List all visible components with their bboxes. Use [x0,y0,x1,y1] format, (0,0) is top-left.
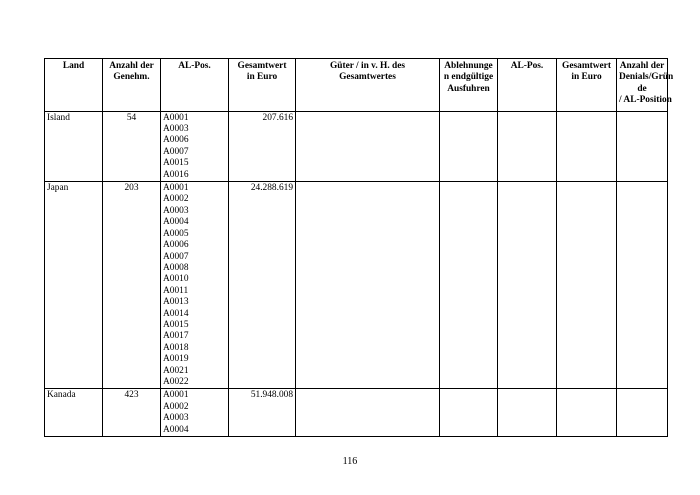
cell-land: Japan [45,182,103,389]
al-position: A0003 [163,124,189,135]
cell-gesamtwert-2 [557,111,617,181]
cell-al-positions [161,111,229,181]
cell-al-pos-2 [498,389,557,437]
cell-gesamtwert-2 [557,389,617,437]
page-number: 116 [342,456,358,467]
header-gesamtwert-2: Gesamtwert in Euro [557,59,617,112]
cell-anzahl: 423 [103,389,161,437]
cell-gueter [296,389,440,437]
al-position: A0016 [163,169,189,180]
cell-anzahl: 54 [103,111,161,181]
al-position: A0001 [163,390,189,401]
al-position: A0014 [163,308,189,319]
al-position: A0010 [163,274,189,285]
al-position: A0007 [163,146,189,157]
header-gesamtwert: Gesamtwert in Euro [229,59,296,112]
header-land: Land [45,59,103,112]
header-ablehnungen: Ablehnunge n endgültige Ausfuhren [440,59,498,112]
cell-denials [617,111,668,181]
cell-al-positions [161,389,229,437]
table-row-japan [45,182,668,389]
al-position: A0003 [163,413,189,424]
al-position: A0001 [163,183,189,194]
cell-ablehnungen [440,111,498,181]
al-position: A0008 [163,262,189,273]
al-position: A0007 [163,251,189,262]
cell-gesamtwert: 207.616 [229,111,296,181]
al-position: A0018 [163,342,189,353]
header-gueter: Güter / in v. H. des Gesamtwertes [296,59,440,112]
cell-ablehnungen [440,182,498,389]
cell-land: Kanada [45,389,103,437]
cell-gueter [296,111,440,181]
header-anzahl: Anzahl der Genehm. [103,59,161,112]
header-al-pos: AL-Pos. [161,59,229,112]
cell-denials [617,182,668,389]
al-position: A0022 [163,376,189,387]
table-row-island [45,111,668,181]
al-position: A0017 [163,331,189,342]
al-position: A0021 [163,365,189,376]
cell-denials [617,389,668,437]
cell-gesamtwert: 24.288.619 [229,182,296,389]
cell-ablehnungen [440,389,498,437]
cell-anzahl: 203 [103,182,161,389]
header-row [45,59,668,112]
al-position: A0004 [163,217,189,228]
cell-gueter [296,182,440,389]
cell-gesamtwert: 51.948.008 [229,389,296,437]
cell-al-positions [161,182,229,389]
al-position: A0013 [163,297,189,308]
table-row-kanada [45,389,668,437]
export-table [44,58,674,437]
al-position: A0004 [163,424,189,435]
al-position: A0002 [163,401,189,412]
cell-land: Island [45,111,103,181]
header-denials: Anzahl der Denials/Grün de / AL-Position [617,59,668,112]
cell-al-pos-2 [498,182,557,389]
header-al-pos-2: AL-Pos. [498,59,557,112]
cell-al-pos-2 [498,111,557,181]
al-position: A0015 [163,158,189,169]
al-position: A0011 [163,285,189,296]
al-position: A0006 [163,135,189,146]
al-position: A0005 [163,228,189,239]
al-position: A0015 [163,319,189,330]
al-position: A0006 [163,240,189,251]
al-position: A0001 [163,112,189,123]
al-position: A0003 [163,205,189,216]
cell-gesamtwert-2 [557,182,617,389]
al-position: A0019 [163,354,189,365]
al-position: A0002 [163,194,189,205]
